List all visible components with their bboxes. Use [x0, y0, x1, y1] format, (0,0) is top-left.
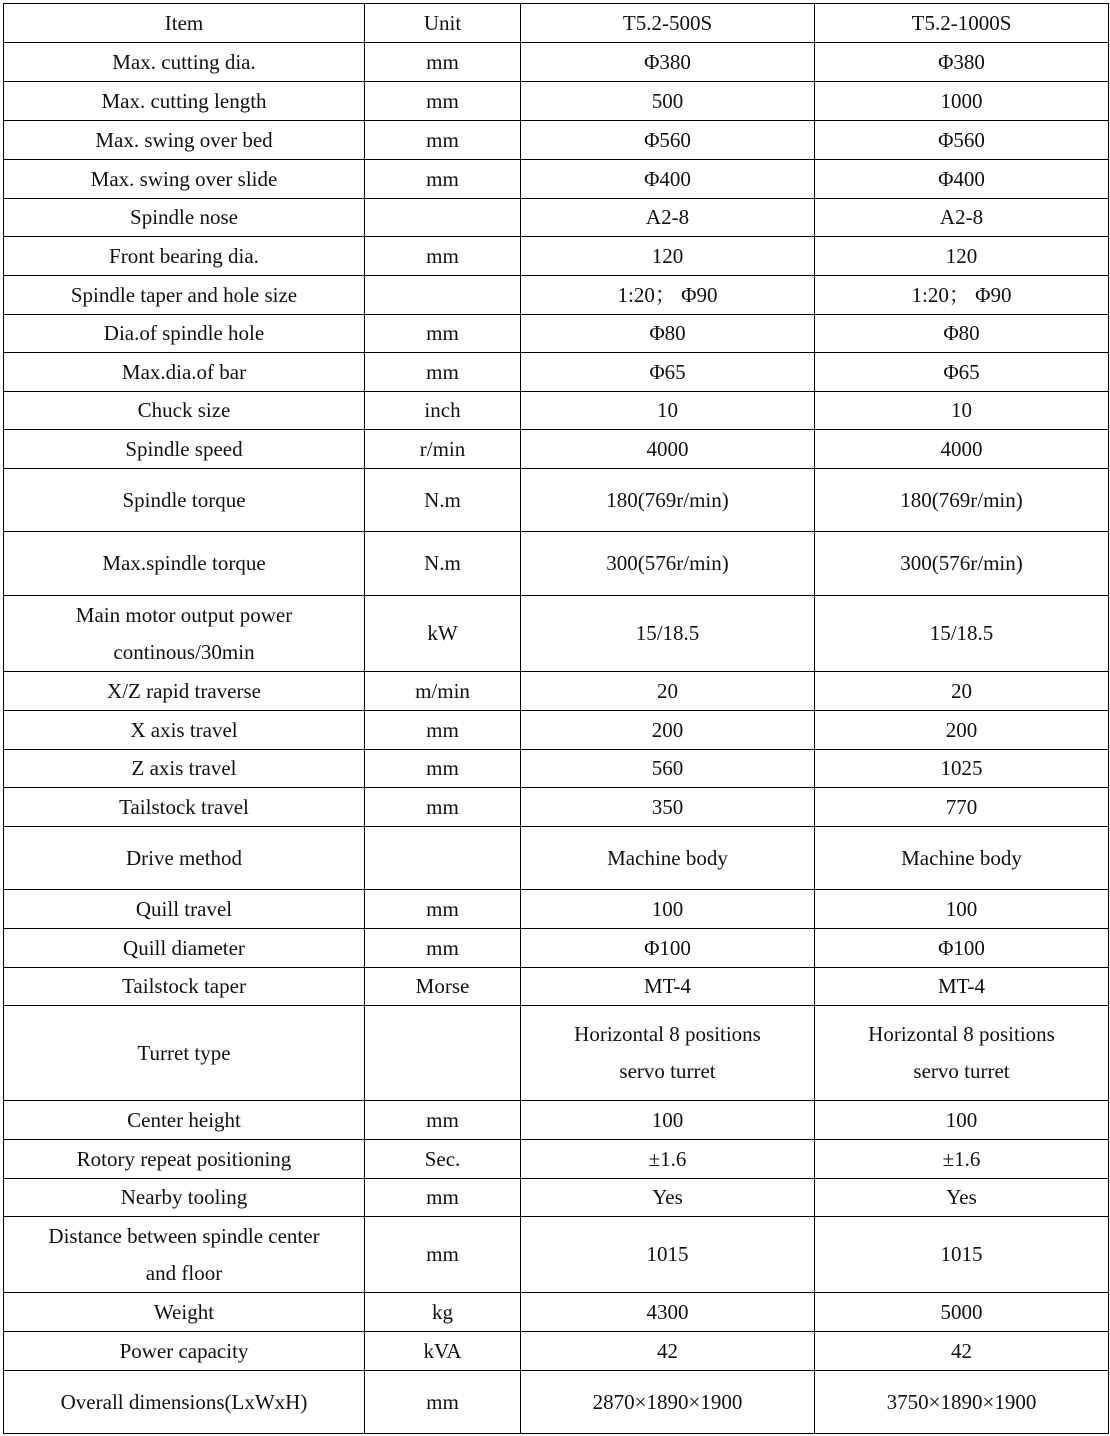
model-a-cell: [521, 788, 815, 827]
item-cell-line: Main motor output power: [75, 602, 293, 627]
model-b-cell-line: 4000: [940, 436, 983, 461]
model-a-cell: [521, 237, 815, 276]
model-a-cell-line: 4000: [646, 436, 689, 461]
model-b-cell: [815, 890, 1109, 929]
item-cell-line: Chuck size: [137, 398, 231, 422]
unit-cell: [365, 827, 521, 890]
table-row: [4, 929, 1109, 968]
model-b-cell: [815, 315, 1109, 353]
item-cell-line: Max.dia.of bar: [121, 359, 247, 384]
model-a-cell-line: 4300: [646, 1299, 689, 1324]
model-a-cell-line: MT-4: [643, 974, 692, 998]
model-a-cell: [521, 1006, 815, 1101]
model-b-cell-line: 15/18.5: [929, 621, 994, 645]
item-header: Item: [4, 4, 365, 43]
model-a-cell-line: 42: [657, 1338, 678, 1363]
table-row: [4, 1217, 1109, 1293]
item-cell: [4, 82, 365, 121]
unit-cell: kVA: [365, 1332, 521, 1371]
table-row: [4, 469, 1109, 532]
model-b-cell: [815, 1332, 1109, 1371]
item-cell: [4, 276, 365, 315]
table-row: [4, 430, 1109, 469]
item-cell: [4, 121, 365, 160]
model-a-cell-line: 1:20； Φ90: [617, 282, 718, 307]
unit-cell: mm: [365, 929, 521, 968]
unit-cell: [365, 276, 521, 315]
model-b-cell-line: 20: [951, 678, 972, 703]
model-b-cell: [815, 1101, 1109, 1140]
unit-cell: mm: [365, 160, 521, 199]
item-cell: [4, 788, 365, 827]
table-row: [4, 1140, 1109, 1179]
item-cell-line: Nearby tooling: [120, 1185, 248, 1209]
item-cell-line: Front bearing dia.: [109, 243, 259, 268]
item-cell: [4, 929, 365, 968]
item-cell: [4, 43, 365, 82]
item-cell-line: Rotory repeat positioning: [76, 1146, 292, 1171]
unit-cell: kW: [365, 596, 521, 672]
item-cell: [4, 596, 365, 672]
model-a-cell: [521, 392, 815, 430]
item-cell-line: Spindle taper and hole size: [70, 282, 298, 307]
item-cell: [4, 890, 365, 929]
model-a-cell-line: 100: [651, 1107, 684, 1132]
model-b-cell-line: Horizontal 8 positions: [868, 1022, 1055, 1046]
item-cell-line: Distance between spindle center: [48, 1223, 320, 1248]
item-cell: [4, 1101, 365, 1140]
model-b-cell-line: Φ560: [938, 127, 985, 152]
item-cell: [4, 1217, 365, 1293]
unit-cell: mm: [365, 1101, 521, 1140]
item-cell: [4, 469, 365, 532]
model-b-cell: [815, 392, 1109, 430]
model-a-cell: [521, 160, 815, 199]
table-row: [4, 160, 1109, 199]
unit-cell: [365, 1006, 521, 1101]
unit-cell: mm: [365, 315, 521, 353]
model-b-cell: [815, 1006, 1109, 1101]
model-a-cell: [521, 430, 815, 469]
model-a-cell: [521, 353, 815, 392]
model-b-cell-line: 1:20； Φ90: [911, 282, 1012, 307]
table-row: [4, 237, 1109, 276]
model-a-cell-line: 1015: [646, 1242, 689, 1266]
model-b-cell: [815, 929, 1109, 968]
model-b-cell-line: 42: [951, 1338, 972, 1363]
item-cell: [4, 750, 365, 788]
table-row: [4, 1101, 1109, 1140]
item-cell: [4, 237, 365, 276]
item-cell: [4, 1006, 365, 1101]
table-row: [4, 199, 1109, 237]
model-a-cell-line: ±1.6: [648, 1146, 687, 1171]
table-row: [4, 121, 1109, 160]
table-row: [4, 392, 1109, 430]
model-b-cell-line: Machine body: [901, 845, 1022, 870]
table-row: [4, 711, 1109, 750]
model-a-cell: [521, 1332, 815, 1371]
model-b-cell: [815, 750, 1109, 788]
table-row: [4, 1371, 1109, 1434]
table-row: [4, 315, 1109, 353]
model-b-cell-line: ±1.6: [942, 1146, 981, 1171]
model-a-cell: [521, 1293, 815, 1332]
model-b-cell: [815, 160, 1109, 199]
model-a-header: T5.2-500S: [521, 4, 815, 43]
item-cell: [4, 315, 365, 353]
model-b-cell: [815, 276, 1109, 315]
model-b-cell-line: 200: [945, 717, 978, 742]
item-cell-line: Quill travel: [135, 896, 233, 921]
model-a-cell-line: 100: [651, 896, 684, 921]
model-b-cell: [815, 121, 1109, 160]
item-cell: [4, 1371, 365, 1434]
table-row: [4, 672, 1109, 711]
model-b-cell: [815, 827, 1109, 890]
table-row: [4, 890, 1109, 929]
model-a-cell-line: 500: [651, 88, 684, 113]
unit-cell: mm: [365, 353, 521, 392]
model-a-cell-line: 2870×1890×1900: [592, 1389, 743, 1414]
table-row: [4, 1006, 1109, 1101]
item-cell-line: Spindle speed: [125, 436, 243, 461]
unit-cell: mm: [365, 750, 521, 788]
model-b-cell: [815, 711, 1109, 750]
model-a-cell-line: servo turret: [619, 1059, 716, 1083]
item-cell-line: X axis travel: [130, 717, 238, 742]
table-row: [4, 1332, 1109, 1371]
model-b-cell-line: 120: [945, 243, 978, 268]
model-a-cell-line: Φ560: [644, 127, 691, 152]
model-a-cell-line: A2-8: [645, 205, 690, 229]
model-b-cell: [815, 237, 1109, 276]
table-row: [4, 788, 1109, 827]
table-row: [4, 82, 1109, 121]
model-b-cell: [815, 430, 1109, 469]
unit-cell: mm: [365, 1217, 521, 1293]
model-b-cell-line: 770: [945, 794, 978, 819]
model-b-cell-line: Φ380: [938, 49, 985, 74]
model-b-cell-line: 1000: [940, 88, 983, 113]
item-cell-line: Center height: [127, 1107, 241, 1132]
item-cell-line: continous/30min: [113, 639, 255, 664]
model-b-cell-line: servo turret: [913, 1059, 1010, 1083]
item-cell: [4, 1293, 365, 1332]
unit-cell: mm: [365, 237, 521, 276]
model-a-cell-line: Horizontal 8 positions: [574, 1022, 761, 1046]
item-cell: [4, 532, 365, 596]
unit-cell: inch: [365, 392, 521, 430]
model-a-cell: [521, 596, 815, 672]
item-cell: [4, 392, 365, 430]
model-a-cell-line: Φ400: [644, 166, 691, 191]
table-row: [4, 532, 1109, 596]
model-b-cell-line: A2-8: [939, 205, 984, 229]
table-row: [4, 1293, 1109, 1332]
model-a-cell: [521, 1217, 815, 1293]
model-b-cell-line: MT-4: [937, 974, 986, 998]
model-b-cell: [815, 596, 1109, 672]
model-a-cell: [521, 532, 815, 596]
unit-cell: r/min: [365, 430, 521, 469]
model-a-cell: [521, 672, 815, 711]
model-b-cell: [815, 1140, 1109, 1179]
model-b-cell: [815, 353, 1109, 392]
model-b-cell: [815, 532, 1109, 596]
item-cell-line: Max. cutting dia.: [112, 49, 256, 74]
model-b-cell: [815, 469, 1109, 532]
model-a-cell: [521, 1101, 815, 1140]
table-row: [4, 353, 1109, 392]
model-b-cell-line: Φ65: [943, 359, 980, 384]
item-cell-line: Drive method: [125, 845, 243, 870]
model-b-cell-line: 300(576r/min): [900, 551, 1023, 575]
model-b-cell: [815, 82, 1109, 121]
unit-cell: N.m: [365, 532, 521, 596]
model-a-cell: [521, 121, 815, 160]
unit-header: Unit: [365, 4, 521, 43]
model-b-cell: [815, 199, 1109, 237]
item-cell: [4, 711, 365, 750]
header-row: [4, 4, 1109, 43]
item-cell: [4, 353, 365, 392]
item-cell: [4, 199, 365, 237]
model-a-cell: [521, 1179, 815, 1217]
model-b-cell-line: Φ100: [938, 935, 985, 960]
model-a-cell: [521, 315, 815, 353]
model-a-cell: [521, 199, 815, 237]
table-row: [4, 750, 1109, 788]
model-b-cell: [815, 1179, 1109, 1217]
model-a-cell: [521, 827, 815, 890]
item-cell-line: Spindle nose: [130, 205, 238, 229]
unit-cell: [365, 199, 521, 237]
model-a-cell-line: 10: [657, 398, 678, 422]
model-a-cell: [521, 276, 815, 315]
unit-cell: mm: [365, 711, 521, 750]
item-cell-line: Z axis travel: [131, 756, 237, 780]
model-b-cell-line: Yes: [946, 1185, 977, 1209]
model-a-cell-line: 180(769r/min): [606, 487, 729, 512]
model-a-cell-line: 120: [651, 243, 684, 268]
model-a-cell: [521, 1371, 815, 1434]
unit-cell: mm: [365, 121, 521, 160]
model-a-cell: [521, 469, 815, 532]
model-b-header: T5.2-1000S: [815, 4, 1109, 43]
item-cell-line: Tailstock taper: [122, 974, 246, 998]
model-a-cell: [521, 711, 815, 750]
model-a-cell-line: Yes: [652, 1185, 683, 1209]
item-cell-line: Max. swing over slide: [90, 166, 278, 191]
model-a-cell: [521, 750, 815, 788]
model-b-cell-line: Φ400: [938, 166, 985, 191]
model-b-cell: [815, 1293, 1109, 1332]
item-cell: [4, 968, 365, 1006]
unit-cell: kg: [365, 1293, 521, 1332]
model-b-cell-line: 5000: [940, 1299, 983, 1324]
model-a-cell-line: Machine body: [607, 845, 728, 870]
item-cell-line: and floor: [145, 1260, 223, 1285]
unit-cell: mm: [365, 788, 521, 827]
unit-cell: mm: [365, 1179, 521, 1217]
model-a-cell-line: 300(576r/min): [606, 551, 729, 575]
model-a-cell: [521, 929, 815, 968]
item-cell-line: Max. cutting length: [101, 88, 267, 113]
unit-cell: mm: [365, 1371, 521, 1434]
item-cell-line: Max.spindle torque: [102, 551, 266, 575]
item-cell-line: Weight: [153, 1299, 215, 1324]
model-b-cell-line: Φ80: [943, 321, 980, 345]
item-cell-line: Max. swing over bed: [95, 127, 273, 152]
item-cell: [4, 1179, 365, 1217]
model-a-cell-line: Φ65: [649, 359, 686, 384]
item-cell: [4, 1140, 365, 1179]
model-a-cell-line: 200: [651, 717, 684, 742]
model-b-cell: [815, 1217, 1109, 1293]
model-b-cell-line: 1025: [940, 756, 983, 780]
item-cell-line: X/Z rapid traverse: [107, 678, 261, 703]
item-cell-line: Quill diameter: [123, 935, 245, 960]
model-a-cell-line: 15/18.5: [635, 621, 700, 645]
model-a-cell-line: Φ80: [649, 321, 686, 345]
item-cell-line: Dia.of spindle hole: [103, 321, 265, 345]
item-cell: [4, 672, 365, 711]
model-a-cell: [521, 43, 815, 82]
model-b-cell: [815, 672, 1109, 711]
model-a-cell: [521, 82, 815, 121]
table-row: [4, 968, 1109, 1006]
model-b-cell: [815, 1371, 1109, 1434]
model-b-cell-line: 3750×1890×1900: [886, 1389, 1037, 1414]
item-cell: [4, 160, 365, 199]
model-a-cell-line: 20: [657, 678, 678, 703]
table-row: [4, 596, 1109, 672]
model-b-cell: [815, 43, 1109, 82]
unit-cell: N.m: [365, 469, 521, 532]
model-b-cell-line: 100: [945, 1107, 978, 1132]
table-row: [4, 276, 1109, 315]
table-row: [4, 1179, 1109, 1217]
unit-cell: Morse: [365, 968, 521, 1006]
model-a-cell-line: 560: [651, 756, 684, 780]
item-cell-line: Power capacity: [119, 1338, 249, 1363]
model-b-cell: [815, 788, 1109, 827]
table-row: [4, 43, 1109, 82]
model-b-cell-line: 180(769r/min): [900, 487, 1023, 512]
item-cell-line: Turret type: [137, 1040, 231, 1065]
item-cell-line: Spindle torque: [122, 487, 246, 512]
spec-table: [3, 3, 1109, 1434]
model-b-cell: [815, 968, 1109, 1006]
item-cell-line: Tailstock travel: [119, 794, 249, 819]
item-cell-line: Overall dimensions(LxWxH): [60, 1389, 308, 1414]
model-b-cell-line: 100: [945, 896, 978, 921]
model-b-cell-line: 10: [951, 398, 972, 422]
unit-cell: mm: [365, 82, 521, 121]
model-a-cell-line: Φ380: [644, 49, 691, 74]
table-row: [4, 827, 1109, 890]
model-a-cell: [521, 1140, 815, 1179]
item-cell: [4, 430, 365, 469]
unit-cell: mm: [365, 43, 521, 82]
model-a-cell: [521, 890, 815, 929]
model-a-cell-line: 350: [651, 794, 684, 819]
item-cell: [4, 827, 365, 890]
model-b-cell-line: 1015: [940, 1242, 983, 1266]
model-a-cell: [521, 968, 815, 1006]
unit-cell: m/min: [365, 672, 521, 711]
unit-cell: Sec.: [365, 1140, 521, 1179]
model-a-cell-line: Φ100: [644, 935, 691, 960]
item-cell: [4, 1332, 365, 1371]
unit-cell: mm: [365, 890, 521, 929]
